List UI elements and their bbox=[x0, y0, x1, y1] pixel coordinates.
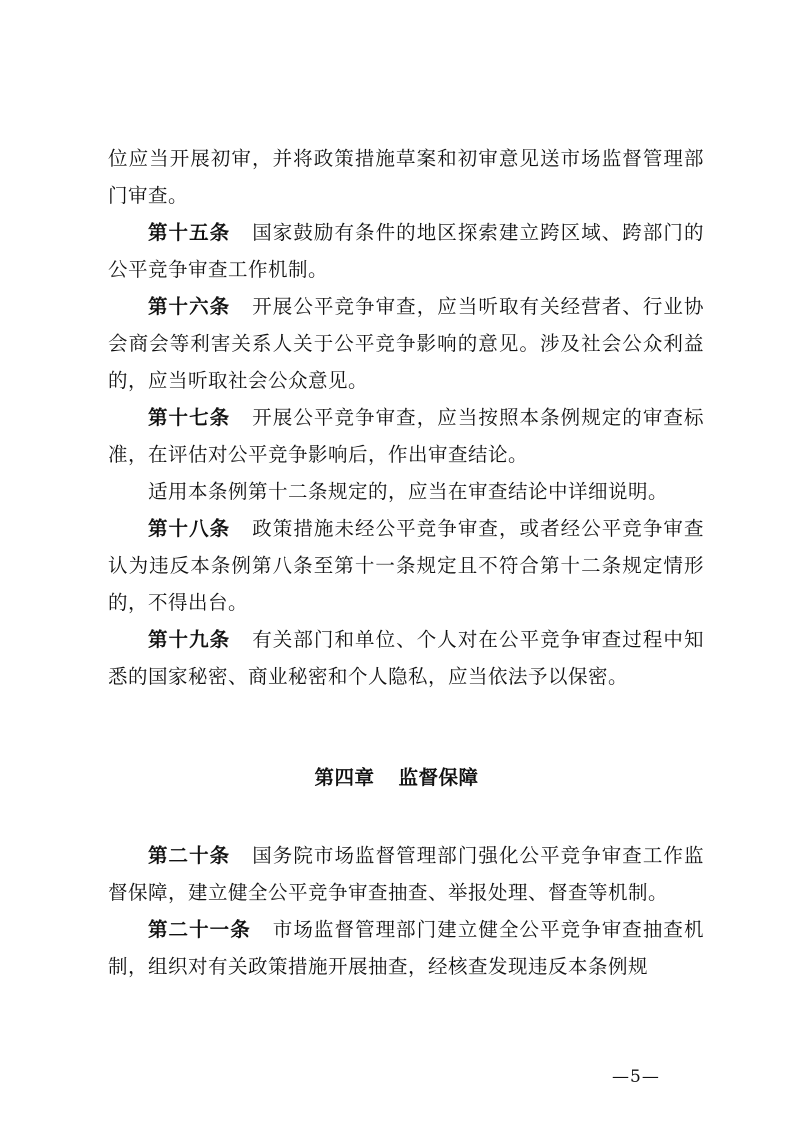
article-text: 开展公平竞争审查，应当按照本条例规定的审查标准，在评估对公平竞争影响后，作出审查结论。 bbox=[108, 406, 704, 466]
article-label: 第十五条 bbox=[148, 221, 231, 244]
page-number: —5— bbox=[612, 1067, 660, 1087]
article-label: 第二十一条 bbox=[148, 918, 251, 941]
article-paragraph bbox=[108, 214, 704, 288]
paragraph-text: 适用本条例第十二条规定的，应当在审查结论中详细说明。 bbox=[148, 480, 669, 503]
article-label: 第十九条 bbox=[148, 628, 231, 651]
article-label: 第十八条 bbox=[148, 517, 231, 540]
article-paragraph bbox=[108, 837, 704, 911]
article-label: 第十七条 bbox=[148, 406, 231, 429]
continuation-paragraph: 位应当开展初审，并将政策措施草案和初审意见送市场监督管理部门审查。 bbox=[108, 147, 704, 207]
body-text-lower bbox=[108, 837, 704, 985]
article-paragraph bbox=[108, 911, 704, 985]
article-text: 国务院市场监督管理部门强化公平竞争审查工作监督保障，建立健全公平竞争审查抽查、举报处理、督查等机制。 bbox=[108, 844, 704, 904]
article-paragraph bbox=[108, 621, 704, 695]
plain-paragraph bbox=[108, 473, 704, 510]
article-text: 市场监督管理部门建立健全公平竞争审查抽查机制，组织对有关政策措施开展抽查，经核查发现违反本条例规 bbox=[108, 918, 704, 978]
chapter-heading bbox=[0, 759, 793, 796]
body-text-upper bbox=[108, 140, 704, 695]
article-text: 有关部门和单位、个人对在公平竞争审查过程中知悉的国家秘密、商业秘密和个人隐私，应当依法予以保密。 bbox=[108, 628, 704, 688]
article-paragraph bbox=[108, 288, 704, 399]
article-label: 第二十条 bbox=[148, 844, 231, 867]
article-text: 开展公平竞争审查，应当听取有关经营者、行业协会商会等利害关系人关于公平竞争影响的意见。涉及社会公众利益的，应当听取社会公众意见。 bbox=[108, 295, 704, 392]
chapter-number: 第四章 bbox=[314, 766, 375, 789]
article-text: 政策措施未经公平竞争审查，或者经公平竞争审查认为违反本条例第八条至第十一条规定且不符合第十二条规定情形的，不得出台。 bbox=[108, 517, 704, 614]
article-label: 第十六条 bbox=[148, 295, 231, 318]
article-paragraph bbox=[108, 510, 704, 621]
article-paragraph bbox=[108, 399, 704, 473]
chapter-title: 监督保障 bbox=[398, 766, 479, 789]
article-text: 国家鼓励有条件的地区探索建立跨区域、跨部门的公平竞争审查工作机制。 bbox=[108, 221, 704, 281]
